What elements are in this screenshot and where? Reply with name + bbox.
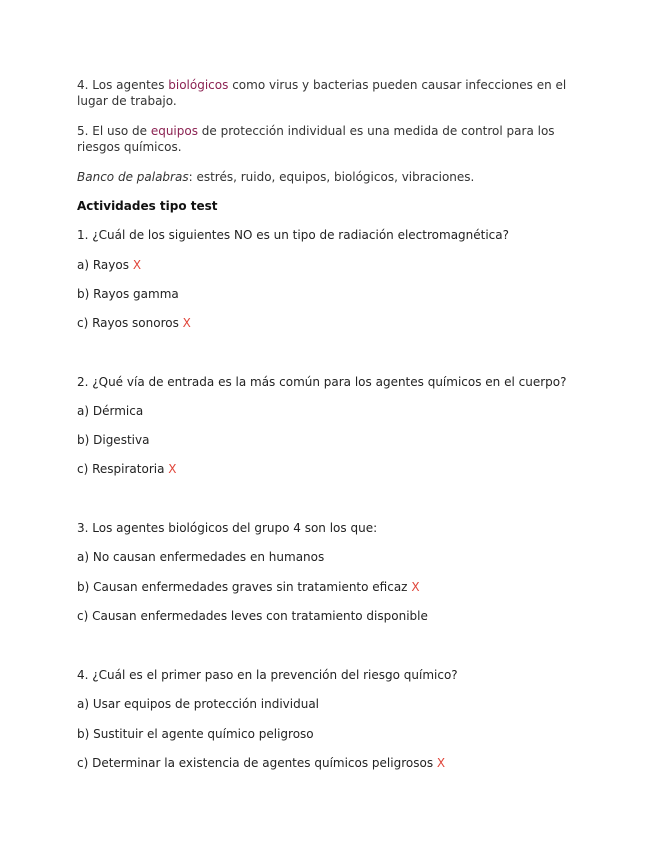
fill-blank-text: de protección individual es una medida de control para los riesgos químicos. bbox=[77, 124, 555, 154]
question-4-option-c bbox=[77, 755, 567, 771]
test-heading: Actividades tipo test bbox=[77, 199, 218, 213]
fill-blank-answer: equipos bbox=[150, 124, 198, 138]
question-1-option-c bbox=[77, 315, 567, 331]
question-2: 2. ¿Qué vía de entrada es la más común para los agentes químicos en el cuerpo? bbox=[77, 375, 567, 389]
word-bank-words: estrés, ruido, equipos, biológicos, vibraciones. bbox=[192, 170, 475, 184]
question-3-option-a bbox=[77, 549, 567, 565]
question-2-option-a bbox=[77, 403, 567, 419]
question-3: 3. Los agentes biológicos del grupo 4 son los que: bbox=[77, 521, 378, 535]
question-3-option-c bbox=[77, 608, 567, 624]
fill-blank-answer: biológicos bbox=[168, 78, 229, 92]
option-text: c) Determinar la existencia de agentes químicos peligrosos bbox=[77, 756, 434, 770]
option-text: a) Rayos bbox=[77, 258, 129, 272]
question-4-option-a bbox=[77, 696, 567, 712]
question-1-option-a bbox=[77, 257, 567, 273]
word-bank-label: Banco de palabras bbox=[77, 170, 189, 184]
question-1-option-b bbox=[77, 286, 567, 302]
selected-x-mark-icon: X bbox=[182, 316, 191, 330]
option-text: b) Digestiva bbox=[77, 433, 150, 447]
selected-x-mark-icon: X bbox=[168, 462, 177, 476]
option-text: a) No causan enfermedades en humanos bbox=[77, 550, 325, 564]
fill-blank-text: 5. El uso de bbox=[77, 124, 151, 138]
question-4-option-b bbox=[77, 726, 567, 742]
question-2-option-b bbox=[77, 432, 567, 448]
selected-x-mark-icon: X bbox=[132, 258, 142, 272]
option-text: c) Respiratoria bbox=[77, 462, 165, 476]
option-text: a) Usar equipos de protección individual bbox=[77, 697, 320, 711]
option-text: b) Rayos gamma bbox=[77, 287, 179, 301]
word-bank-separator: : bbox=[188, 170, 193, 184]
fill-blank-text: como virus y bacterias pueden causar infecciones en el lugar de trabajo. bbox=[77, 78, 567, 108]
option-text: c) Rayos sonoros bbox=[77, 316, 179, 330]
fill-blank-item-4 bbox=[77, 77, 567, 109]
fill-blank-item-5 bbox=[77, 123, 567, 155]
selected-x-mark-icon: X bbox=[411, 580, 420, 594]
question-2-option-c bbox=[77, 461, 567, 477]
question-1: 1. ¿Cuál de los siguientes NO es un tipo de radiación electromagnética? bbox=[77, 228, 510, 242]
selected-x-mark-icon: X bbox=[436, 756, 446, 770]
word-bank bbox=[77, 169, 567, 185]
option-text: c) Causan enfermedades leves con tratamiento disponible bbox=[77, 609, 428, 623]
question-3-option-b bbox=[77, 579, 567, 595]
question-4: 4. ¿Cuál es el primer paso en la prevención del riesgo químico? bbox=[77, 668, 458, 682]
option-text: b) Causan enfermedades graves sin tratamiento eficaz bbox=[77, 580, 408, 594]
fill-blank-text: 4. Los agentes bbox=[77, 78, 169, 92]
option-text: b) Sustituir el agente químico peligroso bbox=[77, 727, 314, 741]
option-text: a) Dérmica bbox=[77, 404, 144, 418]
